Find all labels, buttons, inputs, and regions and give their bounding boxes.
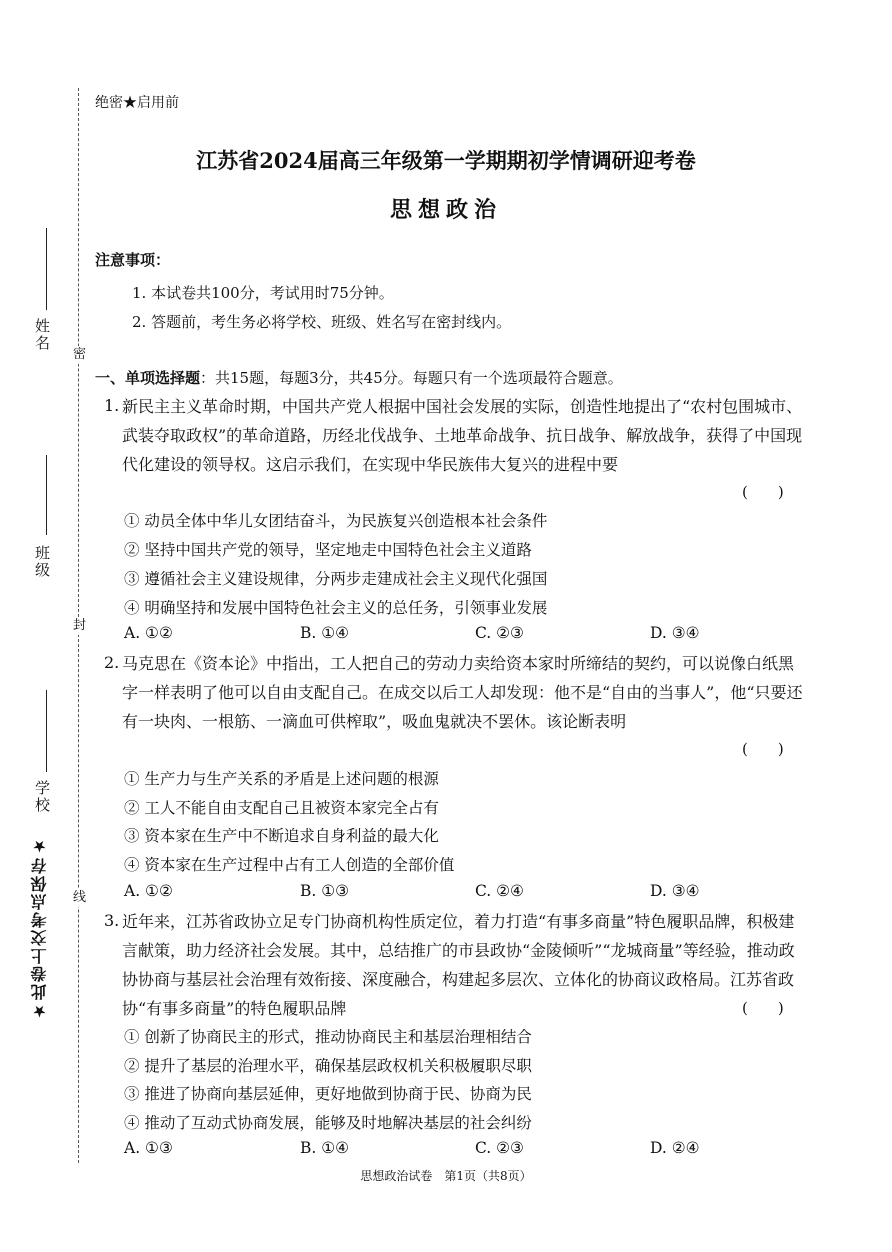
answer-paren: ( ) <box>742 740 784 758</box>
option-item: ③ 遵循社会主义建设规律，分两步走建成社会主义现代化强国 <box>124 570 548 588</box>
page-footer: 思想政治试卷 第1页（共8页） <box>360 1169 532 1183</box>
option-item: ① 生产力与生产关系的矛盾是上述问题的根源 <box>124 770 439 788</box>
seal-char-feng: 封 <box>73 618 87 633</box>
question-number: 3. <box>104 911 120 930</box>
school-label: 学校 <box>33 780 51 814</box>
option-item: ④ 推动了互动式协商发展，能够及时地解决基层的社会纠纷 <box>124 1114 532 1132</box>
option-item: ④ 资本家在生产过程中占有工人创造的全部价值 <box>124 856 455 874</box>
answer-choice: C. ②③ <box>475 1139 524 1157</box>
section-heading <box>95 367 623 388</box>
top-secret-label: 绝密★启用前 <box>95 95 179 111</box>
answer-choice: D. ③④ <box>650 882 700 900</box>
keep-notice: ★此卷上交考点保存★ <box>30 835 49 1021</box>
option-item: ② 提升了基层的治理水平，确保基层政权机关积极履职尽职 <box>124 1057 532 1075</box>
seal-char-xian: 线 <box>73 890 87 905</box>
answer-choice: C. ②④ <box>475 882 524 900</box>
seal-char-mi: 密 <box>73 347 87 362</box>
answer-choice: B. ①④ <box>300 1139 350 1157</box>
question-number: 1. <box>104 396 120 415</box>
notice-item: 1. 本试卷共100分，考试用时75分钟。 <box>132 284 394 302</box>
option-item: ② 工人不能自由支配自己且被资本家完全占有 <box>124 799 439 817</box>
option-item: ① 动员全体中华儿女团结奋斗，为民族复兴创造根本社会条件 <box>124 512 548 530</box>
seal-margin <box>0 0 100 1252</box>
option-item: ③ 资本家在生产中不断追求自身利益的最大化 <box>124 827 439 845</box>
class-fill-line <box>46 455 47 535</box>
question-number: 2. <box>104 653 120 672</box>
subject-title: 思想政治 <box>389 197 502 223</box>
answer-paren: ( ) <box>742 999 784 1017</box>
answer-paren: ( ) <box>742 483 784 501</box>
name-label: 姓名 <box>33 318 51 352</box>
answer-choice: A. ①② <box>124 624 173 642</box>
notice-heading: 注意事项： <box>95 251 171 269</box>
exam-title: 江苏省2024届高三年级第一学期期初学情调研迎考卷 <box>196 148 696 173</box>
answer-choice: A. ①② <box>124 882 173 900</box>
answer-choice: D. ③④ <box>650 624 700 642</box>
section-heading-rest: ：共15题，每题3分，共45分。每题只有一个选项最符合题意。 <box>200 369 623 387</box>
school-fill-line <box>46 690 47 772</box>
option-item: ① 创新了协商民主的形式，推动协商民主和基层治理相结合 <box>124 1028 532 1046</box>
section-heading-bold: 一、单项选择题 <box>95 369 201 387</box>
name-fill-line <box>46 228 47 310</box>
question-stem: 近年来，江苏省政协立足专门协商机构性质定位，着力打造“有事多商量”特色履职品牌，积极建言献策，助力经济社会发展。其中，总结推广的市县政协“金陵倾听”“龙城商量”等经验，推动政协协商与基层社会治理有效衔接、深度融合，构建起多层次、立体化的协商议政格局。江苏省政协“有事多商量”的特色履职品牌 <box>122 912 795 1018</box>
answer-choice: C. ②③ <box>475 624 524 642</box>
answer-choice: D. ②④ <box>650 1139 700 1157</box>
answer-choice: A. ①③ <box>124 1139 173 1157</box>
question-stem: 新民主主义革命时期，中国共产党人根据中国社会发展的实际，创造性地提出了“农村包围城市、武装夺取政权”的革命道路，历经北伐战争、土地革命战争、抗日战争、解放战争，获得了中国现代化建设的领导权。这启示我们，在实现中华民族伟大复兴的进程中要 <box>122 397 803 474</box>
answer-choice: B. ①④ <box>300 624 350 642</box>
answer-choice: B. ①③ <box>300 882 350 900</box>
question-stem: 马克思在《资本论》中指出，工人把自己的劳动力卖给资本家时所缔结的契约，可以说像白纸黑字一样表明了他可以自由支配自己。在成交以后工人却发现：他不是“自由的当事人”，他“只要还有一块肉、一根筋、一滴血可供榨取”，吸血鬼就决不罢休。该论断表明 <box>122 654 803 731</box>
class-label: 班级 <box>33 545 51 579</box>
option-item: ② 坚持中国共产党的领导，坚定地走中国特色社会主义道路 <box>124 541 532 559</box>
option-item: ③ 推进了协商向基层延伸，更好地做到协商于民、协商为民 <box>124 1085 532 1103</box>
option-item: ④ 明确坚持和发展中国特色社会主义的总任务，引领事业发展 <box>124 599 548 617</box>
notice-item: 2. 答题前，考生务必将学校、班级、姓名写在密封线内。 <box>132 313 512 331</box>
